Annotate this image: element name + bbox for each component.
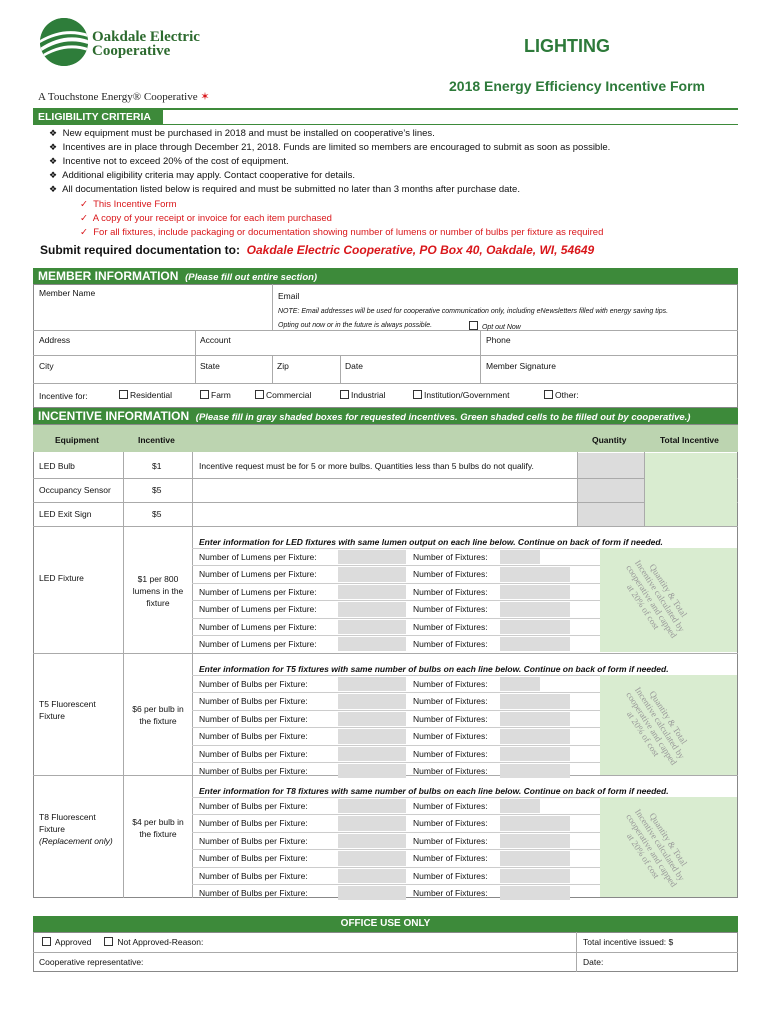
occupancy-quantity-input[interactable]	[578, 479, 644, 502]
fixture-count-label: Number of Fixtures:	[413, 604, 488, 615]
fixture-param-label: Number of Lumens per Fixture:	[199, 586, 317, 597]
doc-item: ✓ For all fixtures, include packaging or documentation showing number of lumens or number of bulbs per fixture as required	[80, 227, 604, 238]
fixture-param-label: Number of Lumens per Fixture:	[199, 604, 317, 615]
fixture-count-label: Number of Fixtures:	[413, 870, 488, 881]
fixture-count-input[interactable]	[500, 694, 570, 708]
row-t8: T8 Fluorescent Fixture (Replacement only)	[39, 812, 113, 846]
fixture-param-input[interactable]	[338, 585, 406, 599]
fixture-count-input[interactable]	[500, 550, 540, 564]
fixture-count-label: Number of Fixtures:	[413, 801, 488, 811]
fixture-param-label: Number of Bulbs per Fixture:	[199, 870, 308, 881]
fixture-param-label: Number of Bulbs per Fixture:	[199, 713, 308, 724]
cooperative-note: Quantity & Total Incentive calculated by cooperative and capped at 20% of cost	[624, 685, 690, 767]
fixture-param-label: Number of Lumens per Fixture:	[199, 621, 317, 632]
led-fixture-instructions: Enter information for LED fixtures with same lumen output on each line below. Continue on back of form if needed.	[199, 537, 663, 547]
check-icon: ✓	[80, 227, 88, 238]
farm-checkbox[interactable]: Farm	[200, 390, 231, 400]
member-heading: MEMBER INFORMATION (Please fill out entire section)	[33, 268, 738, 284]
row-exit-sign: LED Exit Sign	[39, 509, 92, 519]
date-field[interactable]: Date	[345, 361, 363, 371]
fixture-count-input[interactable]	[500, 677, 540, 691]
fixture-count-label: Number of Fixtures:	[413, 766, 488, 776]
fixture-param-label: Number of Bulbs per Fixture:	[199, 679, 308, 689]
fixture-count-input[interactable]	[500, 869, 570, 883]
t8-instructions: Enter information for T8 fixtures with same number of bulbs on each line below. Continue on back of form if needed.	[199, 786, 669, 796]
fixture-count-label: Number of Fixtures:	[413, 552, 488, 562]
account-field[interactable]: Account	[200, 335, 231, 345]
fixture-param-label: Number of Lumens per Fixture:	[199, 639, 317, 649]
criteria-item: ❖ Additional eligibility criteria may apply. Contact cooperative for details.	[48, 170, 356, 181]
zip-field[interactable]: Zip	[277, 361, 289, 371]
fixture-count-input[interactable]	[500, 729, 570, 743]
email-note: Opting out now or in the future is always possible.	[278, 322, 433, 329]
green-cell	[645, 453, 737, 526]
cooperative-note: Quantity & Total Incentive calculated by cooperative and capped at 20% of cost	[624, 807, 690, 889]
fixture-param-label: Number of Bulbs per Fixture:	[199, 748, 308, 759]
exit-quantity-input[interactable]	[578, 503, 644, 526]
fixture-param-input[interactable]	[338, 729, 406, 743]
fixture-param-label: Number of Bulbs per Fixture:	[199, 835, 308, 846]
commercial-checkbox[interactable]: Commercial	[255, 390, 311, 400]
check-icon: ✓	[80, 213, 88, 224]
fixture-param-input[interactable]	[338, 886, 406, 900]
fixture-param-input[interactable]	[338, 851, 406, 865]
fixture-param-label: Number of Bulbs per Fixture:	[199, 801, 308, 811]
fixture-param-input[interactable]	[338, 816, 406, 830]
col-total: Total Incentive	[660, 435, 719, 445]
industrial-checkbox[interactable]: Industrial	[340, 390, 386, 400]
fixture-count-input[interactable]	[500, 712, 570, 726]
occupancy-amount: $5	[152, 485, 162, 495]
criteria-item: ❖ Incentives are in place through December 21, 2018. Funds are limited so members are encouraged to submit as soon as possible.	[48, 142, 611, 153]
criteria-item: ❖ Incentive not to exceed 20% of the cost of equipment.	[48, 156, 289, 167]
doc-item: ✓ A copy of your receipt or invoice for each item purchased	[80, 213, 332, 224]
fixture-count-input[interactable]	[500, 834, 570, 848]
fixture-param-input[interactable]	[338, 712, 406, 726]
fixture-param-label: Number of Bulbs per Fixture:	[199, 853, 308, 864]
t5-amount: $6 per bulb in the fixture	[132, 704, 184, 726]
divider	[33, 124, 738, 125]
fixture-param-input[interactable]	[338, 567, 406, 581]
fixture-count-label: Number of Fixtures:	[413, 853, 488, 864]
fixture-param-label: Number of Lumens per Fixture:	[199, 569, 317, 580]
fixture-count-label: Number of Fixtures:	[413, 639, 488, 649]
fixture-count-input[interactable]	[500, 764, 570, 778]
fixture-count-input[interactable]	[500, 886, 570, 900]
fixture-count-label: Number of Fixtures:	[413, 696, 488, 707]
fixture-count-input[interactable]	[500, 602, 570, 616]
fixture-count-label: Number of Fixtures:	[413, 835, 488, 846]
check-icon: ✓	[80, 199, 88, 210]
fixture-count-label: Number of Fixtures:	[413, 748, 488, 759]
fixture-count-input[interactable]	[500, 799, 540, 813]
address-field[interactable]: Address	[39, 335, 71, 345]
email-note: NOTE: Email addresses will be used for cooperative communication only, including eNewsletters filled with energy saving tips.	[278, 308, 669, 315]
logo-name: Oakdale Electric Cooperative	[92, 29, 200, 59]
cooperative-note: Quantity & Total Incentive calculated by cooperative and capped at 20% of cost	[624, 558, 690, 640]
doc-item: ✓ This Incentive Form	[80, 199, 177, 210]
t8-amount: $4 per bulb in the fixture	[132, 817, 184, 839]
touchstone-icon: ✶	[200, 91, 210, 103]
fixture-count-label: Number of Fixtures:	[413, 888, 488, 898]
fixture-count-input[interactable]	[500, 567, 570, 581]
exit-amount: $5	[152, 509, 162, 519]
incentive-for-label: Incentive for:	[39, 391, 88, 401]
cooperative-logo-icon	[40, 18, 88, 66]
fixture-count-input[interactable]	[500, 585, 570, 599]
page-subtitle: 2018 Energy Efficiency Incentive Form	[449, 78, 705, 94]
fixture-count-label: Number of Fixtures:	[413, 818, 488, 829]
office-heading: OFFICE USE ONLY	[33, 916, 738, 932]
fixture-count-input[interactable]	[500, 637, 570, 651]
email-field[interactable]: Email	[278, 291, 300, 301]
fixture-count-label: Number of Fixtures:	[413, 621, 488, 632]
fixture-param-input[interactable]	[338, 694, 406, 708]
fixture-param-input[interactable]	[338, 747, 406, 761]
fixture-param-label: Number of Lumens per Fixture:	[199, 552, 317, 562]
fixture-param-label: Number of Bulbs per Fixture:	[199, 766, 308, 776]
eligibility-heading: ELIGIBILITY CRITERIA	[33, 110, 163, 124]
fixture-count-input[interactable]	[500, 747, 570, 761]
fixture-param-label: Number of Bulbs per Fixture:	[199, 888, 308, 898]
fixture-count-input[interactable]	[500, 851, 570, 865]
state-field[interactable]: State	[200, 361, 220, 371]
criteria-item: ❖ New equipment must be purchased in 2018 and must be installed on cooperative’s lines.	[48, 128, 435, 139]
total-issued-field[interactable]: Total incentive issued: $	[583, 937, 674, 947]
member-name-field[interactable]: Member Name	[39, 288, 96, 298]
phone-field[interactable]: Phone	[486, 335, 511, 345]
fixture-param-input[interactable]	[338, 764, 406, 778]
fixture-param-input[interactable]	[338, 637, 406, 651]
city-field[interactable]: City	[39, 361, 54, 371]
touchstone-text: A Touchstone Energy® Cooperative ✶	[38, 91, 210, 103]
fixture-param-input[interactable]	[338, 834, 406, 848]
led-fixture-amount: $1 per 800 lumens in the fixture	[132, 574, 184, 608]
col-equipment: Equipment	[55, 435, 99, 445]
row-occupancy: Occupancy Sensor	[39, 485, 111, 495]
representative-field[interactable]: Cooperative representative:	[39, 957, 144, 967]
opt-out-checkbox[interactable]: Opt out Now	[469, 321, 521, 331]
fixture-count-label: Number of Fixtures:	[413, 586, 488, 597]
fixture-count-label: Number of Fixtures:	[413, 569, 488, 580]
fixture-param-input[interactable]	[338, 550, 406, 564]
institution-checkbox[interactable]: Institution/Government	[413, 390, 510, 400]
not-approved-checkbox[interactable]: Not Approved-Reason:	[104, 937, 203, 947]
fixture-param-label: Number of Bulbs per Fixture:	[199, 731, 308, 742]
fixture-count-label: Number of Fixtures:	[413, 731, 488, 742]
led-bulb-quantity-input[interactable]	[578, 453, 644, 478]
fixture-param-input[interactable]	[338, 799, 406, 813]
fixture-param-input[interactable]	[338, 677, 406, 691]
fixture-param-input[interactable]	[338, 869, 406, 883]
residential-checkbox[interactable]: Residential	[119, 390, 172, 400]
criteria-item: ❖ All documentation listed below is required and must be submitted no later than 3 months after purchase date.	[48, 184, 520, 195]
t5-instructions: Enter information for T5 fixtures with same number of bulbs on each line below. Continue on back of form if needed.	[199, 664, 669, 674]
fixture-param-label: Number of Bulbs per Fixture:	[199, 696, 308, 707]
other-checkbox[interactable]: Other:	[544, 390, 579, 400]
row-led-fixture: LED Fixture	[39, 573, 84, 583]
row-led-bulb: LED Bulb	[39, 461, 75, 471]
col-incentive: Incentive	[138, 435, 175, 445]
page-title: LIGHTING	[524, 36, 610, 56]
fixture-param-input[interactable]	[338, 620, 406, 634]
led-bulb-amount: $1	[152, 461, 162, 471]
col-quantity: Quantity	[592, 435, 627, 445]
submit-instructions: Submit required documentation to: Oakdale Electric Cooperative, PO Box 40, Oakdale, WI, 54649	[40, 243, 595, 257]
led-bulb-note: Incentive request must be for 5 or more bulbs. Quantities less than 5 bulbs do not qualify.	[199, 461, 534, 471]
row-t5: T5 Fluorescent Fixture	[39, 699, 96, 721]
fixture-count-input[interactable]	[500, 816, 570, 830]
incentive-heading: INCENTIVE INFORMATION (Please fill in gray shaded boxes for requested incentives. Green shaded cells to be filled out by cooperative.)	[33, 408, 738, 424]
fixture-param-label: Number of Bulbs per Fixture:	[199, 818, 308, 829]
fixture-count-input[interactable]	[500, 620, 570, 634]
fixture-param-input[interactable]	[338, 602, 406, 616]
fixture-count-label: Number of Fixtures:	[413, 679, 488, 689]
fixture-count-label: Number of Fixtures:	[413, 713, 488, 724]
approved-checkbox[interactable]: Approved	[42, 937, 91, 947]
signature-field[interactable]: Member Signature	[486, 361, 556, 371]
office-date-field[interactable]: Date:	[583, 957, 604, 967]
